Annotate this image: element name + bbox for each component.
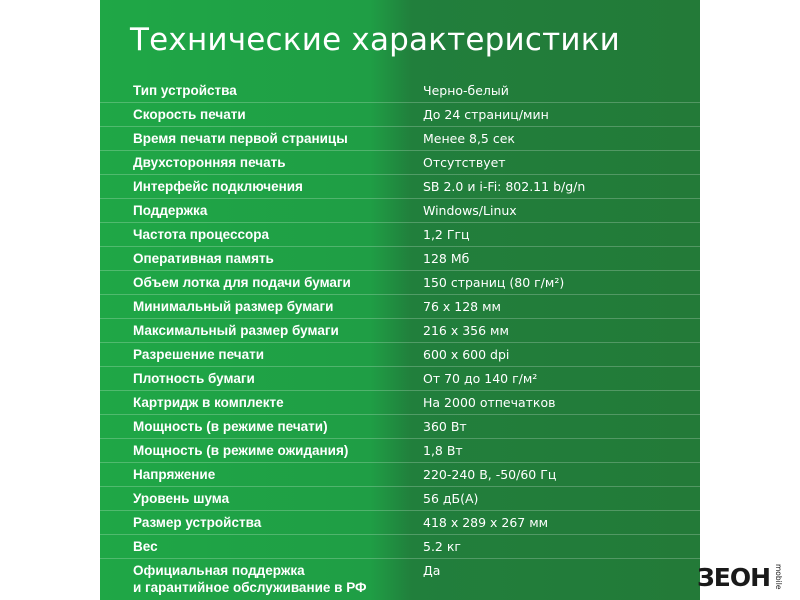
spec-value: До 24 страниц/мин [423, 107, 549, 122]
spec-value: Черно-белый [423, 83, 509, 98]
spec-row [100, 415, 700, 439]
spec-value: 1,2 Ггц [423, 227, 470, 242]
spec-label: Скорость печати [133, 107, 246, 122]
spec-label: Время печати первой страницы [133, 131, 348, 146]
spec-row [100, 391, 700, 415]
spec-label: Тип устройства [133, 83, 237, 98]
spec-value: 216 х 356 мм [423, 323, 509, 338]
spec-value: 1,8 Вт [423, 443, 463, 458]
spec-row [100, 439, 700, 463]
spec-value: Да [423, 563, 441, 578]
spec-value: 76 х 128 мм [423, 299, 501, 314]
specs-card [100, 0, 700, 600]
spec-label: Двухсторонняя печать [133, 155, 286, 170]
spec-label: Уровень шума [133, 491, 230, 506]
spec-row [100, 343, 700, 367]
spec-value: Менее 8,5 сек [423, 131, 515, 146]
spec-row [100, 103, 700, 127]
logo-subtext: mobile [774, 564, 783, 590]
spec-value: 128 Мб [423, 251, 470, 266]
spec-row [100, 463, 700, 487]
spec-label: Интерфейс подключения [133, 179, 303, 194]
page-title: Технические характеристики [130, 22, 621, 58]
spec-row [100, 487, 700, 511]
spec-row [100, 319, 700, 343]
spec-label: Плотность бумаги [133, 371, 255, 386]
spec-label: Оперативная память [133, 251, 274, 266]
spec-label: Частота процессора [133, 227, 270, 242]
spec-row [100, 367, 700, 391]
spec-value: 600 х 600 dpi [423, 347, 510, 362]
spec-row [100, 151, 700, 175]
spec-row [100, 199, 700, 223]
spec-table [100, 79, 700, 600]
spec-row [100, 175, 700, 199]
spec-row [100, 223, 700, 247]
spec-value: 5.2 кг [423, 539, 461, 554]
spec-label [133, 562, 413, 596]
spec-row [100, 511, 700, 535]
spec-row [100, 127, 700, 151]
spec-value: От 70 до 140 г/м² [423, 371, 538, 386]
spec-value: 418 х 289 х 267 мм [423, 515, 549, 530]
spec-row [100, 79, 700, 103]
spec-label-line1: Официальная поддержка [133, 563, 305, 578]
spec-label: Мощность (в режиме печати) [133, 419, 328, 434]
spec-value: На 2000 отпечатков [423, 395, 556, 410]
spec-label: Минимальный размер бумаги [133, 299, 334, 314]
spec-label: Разрешение печати [133, 347, 265, 362]
spec-value: 150 страниц (80 г/м²) [423, 275, 565, 290]
spec-label: Максимальный размер бумаги [133, 323, 339, 338]
spec-row [100, 247, 700, 271]
spec-value: SB 2.0 и i-Fi: 802.11 b/g/n [423, 179, 586, 194]
spec-label: Мощность (в режиме ожидания) [133, 443, 349, 458]
spec-value: 56 дБ(А) [423, 491, 479, 506]
spec-value: Отсутствует [423, 155, 506, 170]
spec-row [100, 535, 700, 559]
spec-label: Размер устройства [133, 515, 262, 530]
spec-row [100, 295, 700, 319]
spec-value: 220-240 В, -50/60 Гц [423, 467, 557, 482]
spec-value: Windows/Linux [423, 203, 517, 218]
spec-label: Объем лотка для подачи бумаги [133, 275, 351, 290]
spec-row-support [100, 559, 700, 600]
spec-label: Напряжение [133, 467, 216, 482]
spec-label: Вес [133, 539, 158, 554]
logo-wordmark: ЗЕОН [697, 563, 771, 590]
zeon-logo [697, 560, 783, 590]
spec-label-line2: и гарантийное обслуживание в РФ [133, 580, 367, 595]
spec-label: Картридж в комплекте [133, 395, 284, 410]
spec-row [100, 271, 700, 295]
spec-label: Поддержка [133, 203, 208, 218]
spec-value: 360 Вт [423, 419, 467, 434]
